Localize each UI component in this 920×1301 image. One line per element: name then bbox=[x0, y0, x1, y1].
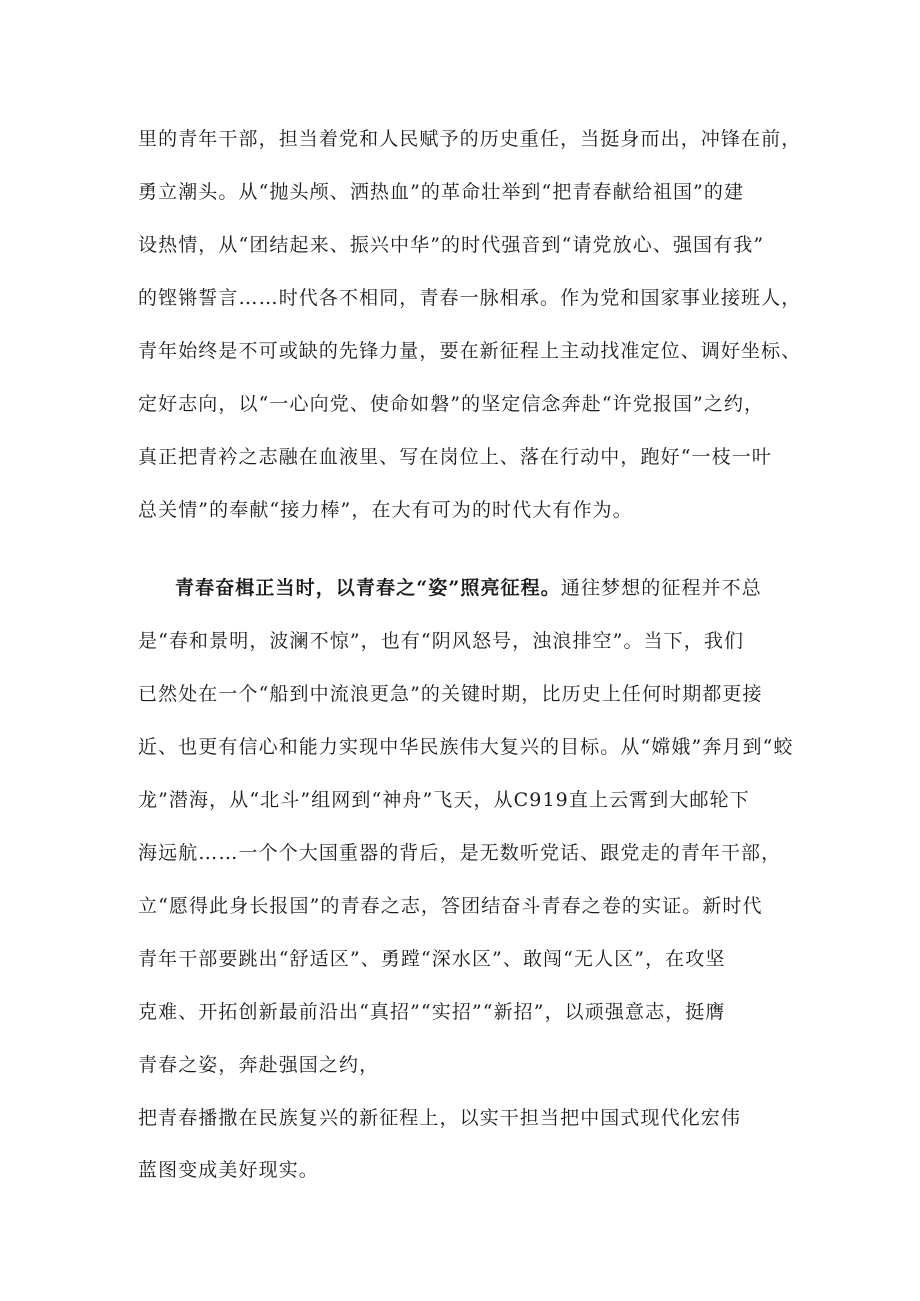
paragraph-2-line-9: 克难、开拓创新最前沿出“真招”“实招”“新招”，以顽强意志，挺膺 bbox=[138, 1001, 726, 1023]
paragraph-2-heading: 青春奋楫正当时，以青春之“姿”照亮征程。 bbox=[175, 577, 561, 599]
paragraph-1-line-8: 总关情”的奉献“接力棒”，在大有可为的时代大有作为。 bbox=[138, 499, 633, 521]
paragraph-1-line-3: 设热情，从“团结起来、振兴中华”的时代强音到“请党放心、强国有我” bbox=[138, 234, 765, 256]
paragraph-3-line-2: 蓝图变成美好现实。 bbox=[138, 1159, 319, 1181]
paragraph-2-line-5: 龙”潜海，从“北斗”组网到“神舟”飞天，从C919直上云霄到大邮轮下 bbox=[138, 789, 750, 811]
paragraph-1-line-4: 的铿锵誓言……时代各不相同，青春一脉相承。作为党和国家事业接班人， bbox=[138, 287, 802, 309]
paragraph-2-line-8: 青年干部要跳出“舒适区”、勇蹚“深水区”、敢闯“无人区”，在攻坚 bbox=[138, 948, 726, 970]
paragraph-1-line-5: 青年始终是不可或缺的先锋力量，要在新征程上主动找准定位、调好坐标、 bbox=[138, 340, 802, 362]
paragraph-1-line-7: 真正把青衿之志融在血液里、写在岗位上、落在行动中，跑好“一枝一叶 bbox=[138, 446, 772, 468]
paragraph-2-line-4: 近、也更有信心和能力实现中华民族伟大复兴的目标。从“嫦娥”奔月到“蛟 bbox=[138, 736, 794, 758]
paragraph-2-line-2: 是“春和景明，波澜不惊”，也有“阴风怒号，浊浪排空”。当下，我们 bbox=[138, 630, 745, 652]
paragraph-2-line-3: 已然处在一个“船到中流浪更急”的关键时期，比历史上任何时期都更接 bbox=[138, 683, 763, 705]
paragraph-1-line-1: 里的青年干部，担当着党和人民赋予的历史重任，当挺身而出，冲锋在前， bbox=[138, 128, 802, 150]
paragraph-2-line-6: 海远航……一个个大国重器的背后，是无数听党话、跟党走的青年干部， bbox=[138, 842, 782, 864]
paragraph-2-line-10: 青春之姿，奔赴强国之约， bbox=[138, 1054, 380, 1076]
paragraph-1-line-6: 定好志向，以“一心向党、使命如磐”的坚定信念奔赴“许党报国”之约， bbox=[138, 393, 765, 415]
paragraph-3-line-1: 把青春播撒在民族复兴的新征程上，以实干担当把中国式现代化宏伟 bbox=[138, 1107, 742, 1129]
paragraph-2-line-1-rest: 通往梦想的征程并不总 bbox=[560, 577, 762, 599]
paragraph-2-line-7: 立“愿得此身长报国”的青春之志，答团结奋斗青春之卷的实证。新时代 bbox=[138, 895, 763, 917]
paragraph-2-line-1 bbox=[175, 573, 762, 603]
paragraph-1-line-2: 勇立潮头。从“抛头颅、洒热血”的革命壮举到“把青春献给祖国”的建 bbox=[138, 181, 745, 203]
